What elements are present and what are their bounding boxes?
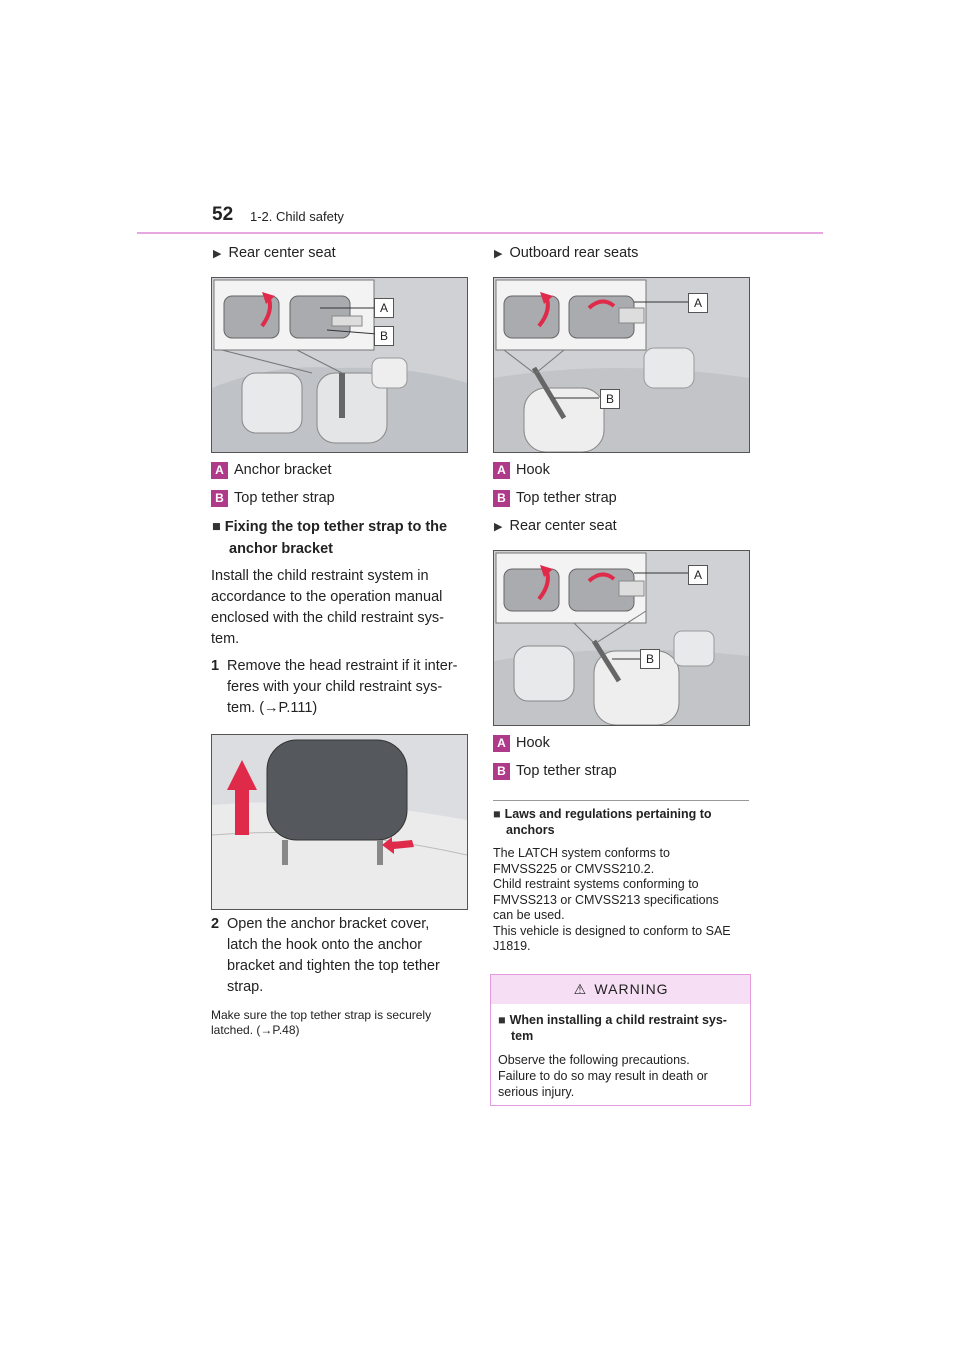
intro-paragraph: Install the child restraint system in accordance to the operation manual enclosed with the child restraint sys- tem. (211, 568, 444, 647)
legend-b: B Top tether strap (211, 484, 335, 512)
callout-b: B (600, 389, 620, 409)
center-hook-illustration (494, 551, 749, 725)
laws-paragraph: The LATCH system conforms to FMVSS225 or CMVSS210.2. Child restraint systems conforming to FMVSS213 or CMVSS213 specifications can be used. This vehicle is designed to conform to SAE J1819. (493, 846, 731, 953)
callout-a: A (688, 565, 708, 585)
warning-triangle-icon: ⚠ (573, 981, 588, 997)
head-restraint-illustration (212, 735, 467, 909)
callout-a: A (688, 293, 708, 313)
legend-a: A Anchor bracket (211, 456, 332, 484)
triangle-bullet-icon: ▶ (494, 521, 503, 533)
legend-badge-a: A (493, 735, 510, 752)
legend-badge-b: B (493, 763, 510, 780)
callout-a: A (374, 298, 394, 318)
section-heading-fixing: ■ Fixing the top tether strap to the (212, 519, 448, 535)
section-heading-fixing-line2: anchor bracket (229, 541, 333, 557)
square-bullet-icon: ■ (212, 519, 221, 535)
legend-b: B Top tether strap (493, 757, 617, 785)
warning-header: ⚠ WARNING (491, 975, 750, 1004)
warning-heading: ■ When installing a child restraint sys- tem (498, 1013, 727, 1043)
triangle-bullet-icon: ▶ (494, 248, 503, 260)
warning-box (490, 974, 751, 1106)
legend-a: A Hook (493, 729, 550, 757)
step-number: 2 (211, 916, 220, 932)
legend-badge-b: B (493, 490, 510, 507)
note-securely-latched: Make sure the top tether strap is securely latched. (→P.48) (211, 1008, 432, 1037)
header-rule (137, 232, 823, 234)
step-2: 2 Open the anchor bracket cover, latch the hook onto the anchor bracket and tighten the top tether strap. (211, 914, 440, 998)
warning-text: Observe the following precautions. Failure to do so may result in death or serious injury. (498, 1053, 708, 1099)
figure-head-restraint (211, 734, 468, 910)
figure-center-hook (493, 550, 750, 726)
square-bullet-icon: ■ (498, 1013, 506, 1027)
step-1: 1 Remove the head restraint if it inter- feres with your child restraint sys- tem. (→P.111) (211, 656, 458, 719)
callout-b: B (640, 649, 660, 669)
figure-outboard-hook (493, 277, 750, 453)
outboard-hook-illustration (494, 278, 749, 452)
square-bullet-icon: ■ (493, 807, 501, 821)
list-item-rear-center-seat-2: ▶ Rear center seat (494, 518, 617, 534)
page-number: 52 (212, 204, 234, 225)
triangle-bullet-icon: ▶ (213, 248, 222, 260)
legend-badge-b: B (211, 490, 228, 507)
list-item-rear-center-seat: ▶ Rear center seat (213, 245, 336, 261)
legend-badge-a: A (493, 462, 510, 479)
step-number: 1 (211, 658, 220, 674)
legend-b: B Top tether strap (493, 484, 617, 512)
legend-a: A Hook (493, 456, 550, 484)
laws-heading: ■ Laws and regulations pertaining to anchors (493, 807, 712, 837)
figure-rear-center-anchor (211, 277, 468, 453)
callout-b: B (374, 326, 394, 346)
list-item-outboard-rear-seats: ▶ Outboard rear seats (494, 245, 639, 261)
seat-anchor-illustration (212, 278, 467, 452)
legend-badge-a: A (211, 462, 228, 479)
section-title: 1-2. Child safety (250, 209, 344, 224)
divider (493, 800, 749, 801)
